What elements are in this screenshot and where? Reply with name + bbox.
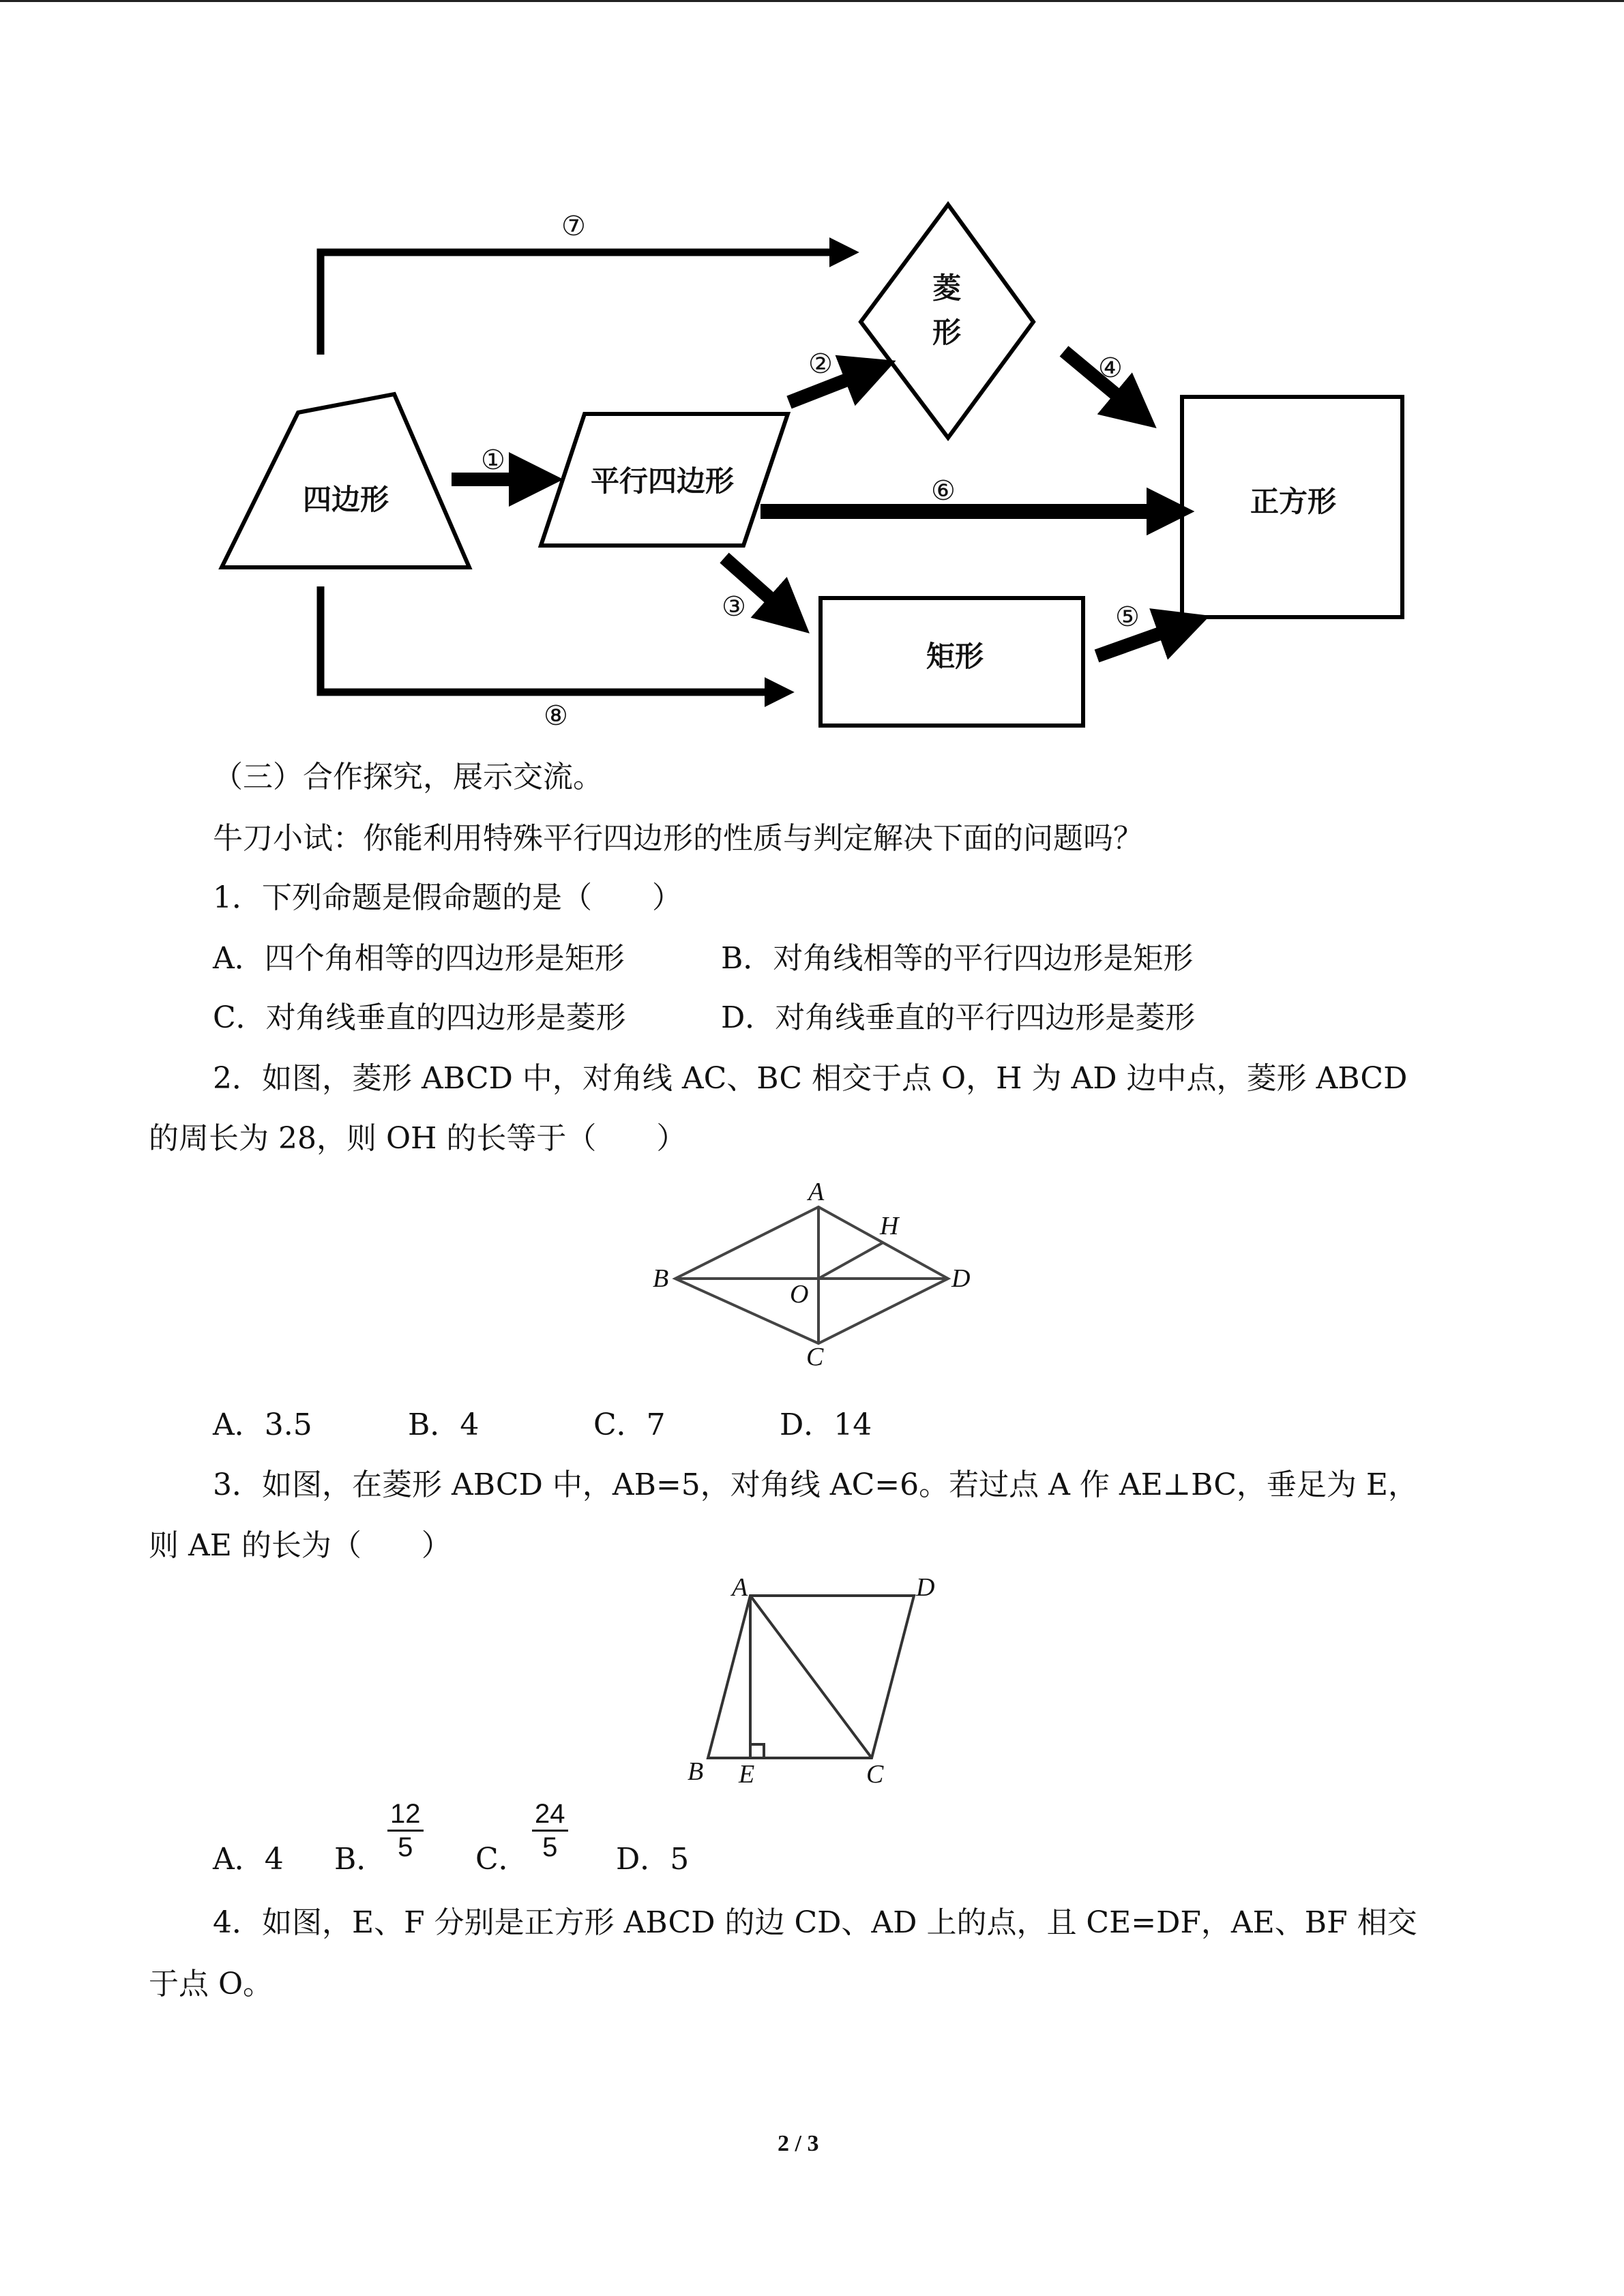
arrow-8 [321, 586, 781, 692]
arrow-label-5: ⑤ [1115, 601, 1140, 633]
q1-option-b: B．对角线相等的平行四边形是矩形 [721, 941, 1194, 976]
arrow-label-1: ① [481, 445, 505, 476]
q3-option-b-denominator: 5 [398, 1832, 413, 1862]
q1-option-d: D．对角线垂直的平行四边形是菱形 [721, 1000, 1196, 1035]
q2-option-b: B．4 [408, 1407, 479, 1442]
label-rhombus-2: 形 [932, 316, 962, 349]
q2-option-c: C．7 [593, 1407, 666, 1442]
q3-option-c-denominator: 5 [542, 1832, 558, 1862]
q3-option-b-fraction [387, 1798, 424, 1863]
q3-option-b-prefix: B． [334, 1842, 387, 1877]
q2-option-d: D．14 [780, 1407, 872, 1442]
arrow-7 [321, 252, 846, 355]
arrow-5 [1097, 624, 1187, 656]
q3-stem-line1: 3．如图，在菱形 ABCD 中，AB=5，对角线 AC=6。若过点 A 作 AE⊥BC，垂足为 E， [213, 1467, 1419, 1502]
q3-option-c-fraction [532, 1798, 568, 1863]
q2-stem-line2: 的周长为 28，则 OH 的长等于（ ） [149, 1121, 687, 1156]
q2-stem-line1: 2．如图，菱形 ABCD 中，对角线 AC、BC 相交于点 O，H 为 AD 边中点，菱形 ABCD [213, 1061, 1408, 1096]
arrow-label-6: ⑥ [931, 475, 956, 507]
arrow-label-3: ③ [722, 591, 746, 623]
arrow-label-7: ⑦ [561, 211, 586, 242]
arrow-label-4: ④ [1098, 353, 1123, 384]
q2-label-c: C [806, 1343, 824, 1371]
q3-label-d: D [916, 1573, 935, 1602]
intro-text: 牛刀小试：你能利用特殊平行四边形的性质与判定解决下面的问题吗？ [213, 821, 1143, 856]
q3-rhombus-figure [682, 1568, 955, 1780]
q2-label-o: O [790, 1280, 809, 1309]
label-rectangle: 矩形 [926, 640, 984, 673]
q2-label-b: B [653, 1264, 669, 1293]
q3-option-b-numerator: 12 [387, 1798, 424, 1832]
label-rhombus-1: 菱 [932, 271, 962, 305]
q2-label-d: D [951, 1264, 971, 1293]
q2-label-h: H [880, 1212, 899, 1240]
label-quadrilateral: 四边形 [303, 483, 389, 516]
q2-option-a: A．3.5 [213, 1407, 312, 1442]
q1-option-c: C．对角线垂直的四边形是菱形 [213, 1000, 626, 1035]
q3-label-a: A [732, 1573, 748, 1602]
page-number: 2 / 3 [778, 2131, 819, 2156]
arrow-label-2: ② [808, 348, 833, 380]
q1-stem: 1．下列命题是假命题的是（ ） [213, 880, 682, 915]
q3-label-b: B [688, 1757, 704, 1786]
arrow-label-8: ⑧ [544, 700, 568, 732]
q1-option-a: A．四个角相等的四边形是矩形 [213, 941, 625, 976]
q3-option-c-prefix: C． [475, 1842, 529, 1877]
label-parallelogram: 平行四边形 [591, 464, 735, 498]
q2-label-a: A [808, 1178, 825, 1206]
q3-option-c-numerator: 24 [532, 1798, 568, 1832]
q3-label-e: E [739, 1760, 755, 1789]
q4-stem-line2: 于点 O。 [149, 1967, 274, 2001]
q3-stem-line2: 则 AE 的长为（ ） [149, 1528, 452, 1563]
q3-option-a: A．4 [213, 1842, 284, 1877]
label-square: 正方形 [1250, 485, 1337, 518]
q3-option-d: D．5 [616, 1842, 690, 1877]
section-heading: （三）合作探究，展示交流。 [213, 760, 603, 794]
q4-stem-line1: 4．如图，E、F 分别是正方形 ABCD 的边 CD、AD 上的点，且 CE=DF，AE、BF 相交 [213, 1905, 1417, 1940]
q3-label-c: C [866, 1760, 884, 1789]
